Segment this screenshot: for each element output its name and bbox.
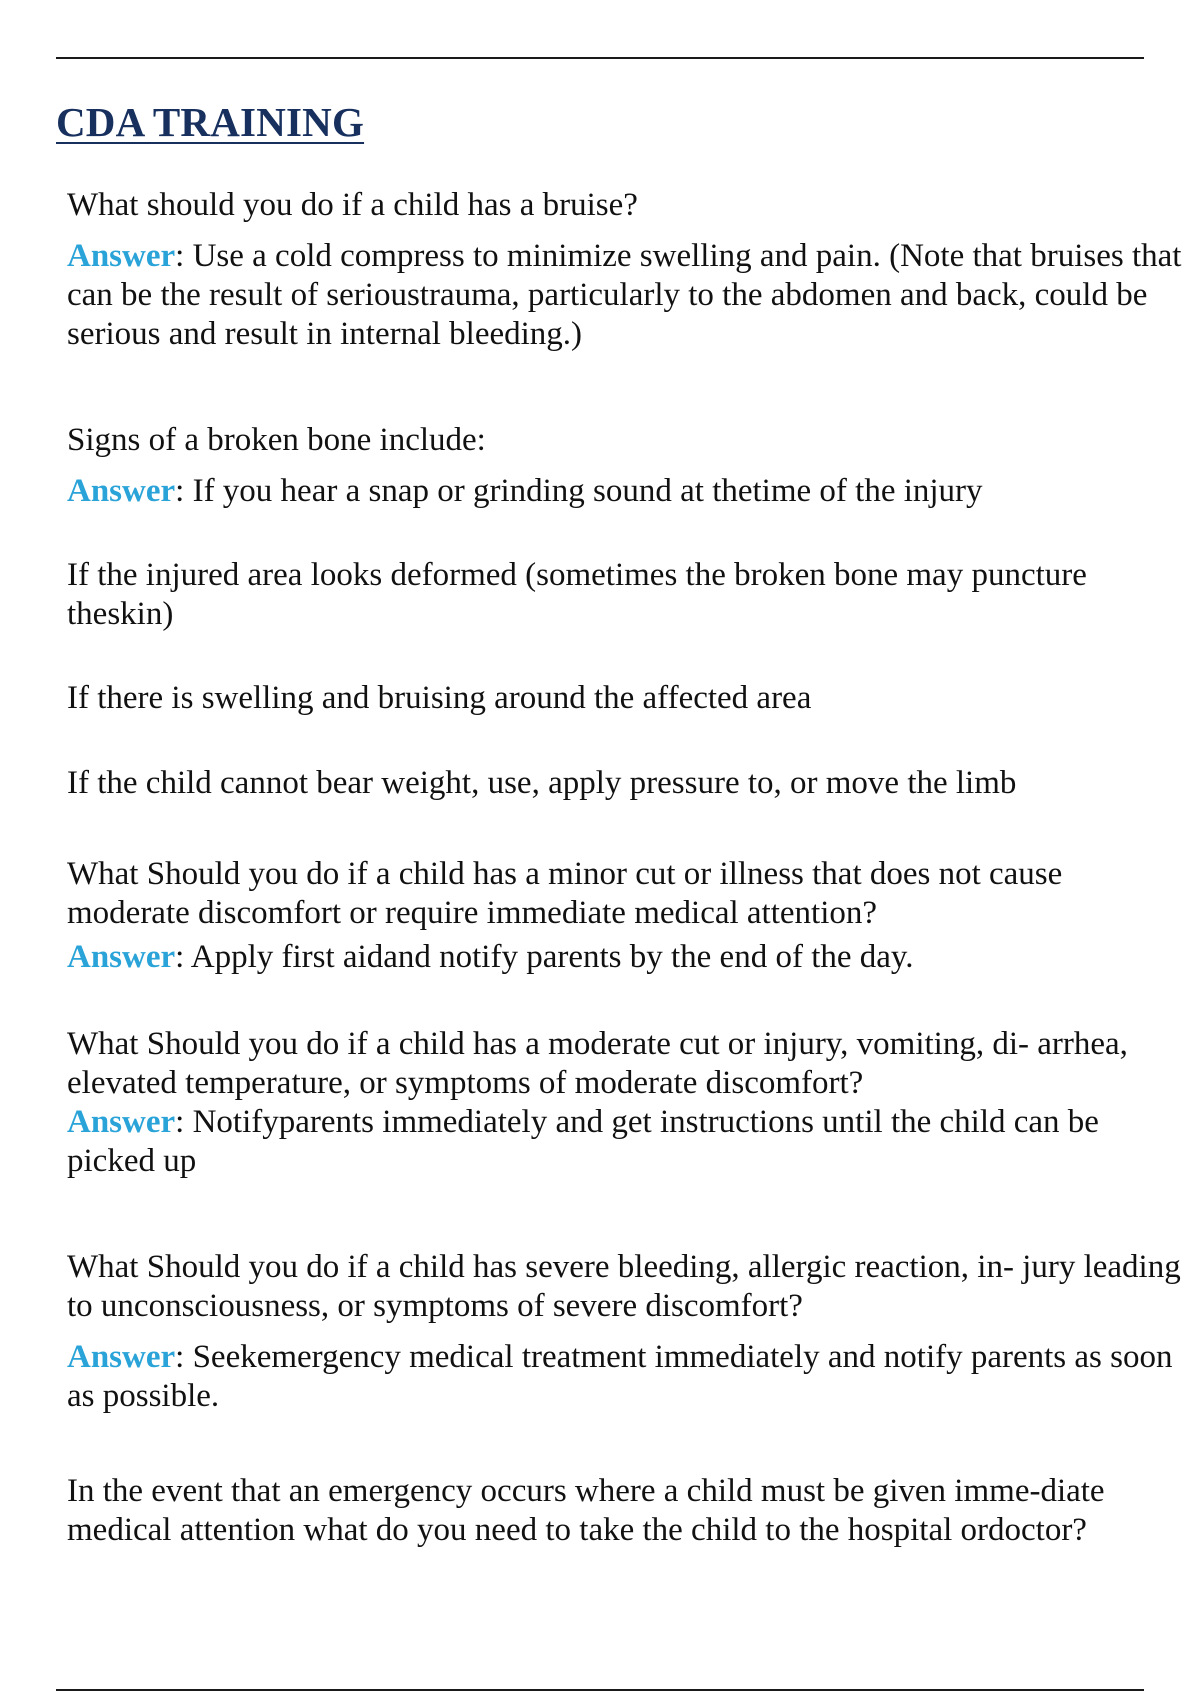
answer-text xyxy=(67,1338,1187,1416)
question-text: Signs of a broken bone include: xyxy=(67,422,486,458)
top-divider xyxy=(56,57,1144,59)
statement-bear-weight xyxy=(67,764,1187,803)
answer-body: : Apply first aidand notify parents by the end of the day. xyxy=(175,939,914,975)
qa-item-emergency xyxy=(67,1472,1187,1550)
question-text: What Should you do if a child has a moderate cut or injury, vomiting, di- arrhea, elevated temperature, or symptoms of moderate discomfort? xyxy=(67,1026,1128,1101)
statement-text: If the child cannot bear weight, use, apply pressure to, or move the limb xyxy=(67,765,1017,801)
question-text: In the event that an emergency occurs where a child must be given imme-diate medical attention what do you need to take the child to the hospital ordoctor? xyxy=(67,1473,1105,1548)
answer-label: Answer xyxy=(67,238,176,274)
qa-item-minor-cut xyxy=(67,855,1187,977)
statement-swelling xyxy=(67,679,1187,718)
statement-deformed xyxy=(67,556,1187,634)
answer-label: Answer xyxy=(67,1104,176,1140)
statement-text: If there is swelling and bruising around the affected area xyxy=(67,680,812,716)
answer-body: : Seekemergency medical treatment immediately and notify parents as soon as possible. xyxy=(67,1339,1173,1414)
answer-text xyxy=(67,938,1187,977)
qa-item-severe-bleeding xyxy=(67,1248,1187,1416)
answer-text xyxy=(67,1103,1187,1181)
question-text: What Should you do if a child has severe bleeding, allergic reaction, in- jury leading to unconsciousness, or symptoms of severe discomfort? xyxy=(67,1249,1181,1324)
answer-text xyxy=(67,237,1187,354)
answer-body: : Notifyparents immediately and get instructions until the child can be picked up xyxy=(67,1104,1099,1179)
answer-label: Answer xyxy=(67,473,176,509)
answer-label: Answer xyxy=(67,1339,176,1375)
statement-text: If the injured area looks deformed (sometimes the broken bone may puncture theskin) xyxy=(67,557,1087,632)
question-text: What should you do if a child has a bruise? xyxy=(67,187,638,223)
qa-item-moderate-cut xyxy=(67,1025,1187,1181)
answer-text xyxy=(67,472,1187,511)
answer-label: Answer xyxy=(67,939,176,975)
qa-item-bruise xyxy=(67,186,1187,354)
answer-body: : Use a cold compress to minimize swelling and pain. (Note that bruises that can be the result of serioustrauma, particularly to the abdomen and back, could be serious and result in internal bleeding.) xyxy=(67,238,1182,352)
document-title: CDA TRAINING xyxy=(56,99,365,145)
question-text: What Should you do if a child has a minor cut or illness that does not cause moderate discomfort or require immediate medical attention? xyxy=(67,856,1063,931)
qa-item-broken-bone xyxy=(67,421,1187,511)
bottom-divider xyxy=(56,1689,1144,1691)
answer-body: : If you hear a snap or grinding sound at thetime of the injury xyxy=(175,473,983,509)
